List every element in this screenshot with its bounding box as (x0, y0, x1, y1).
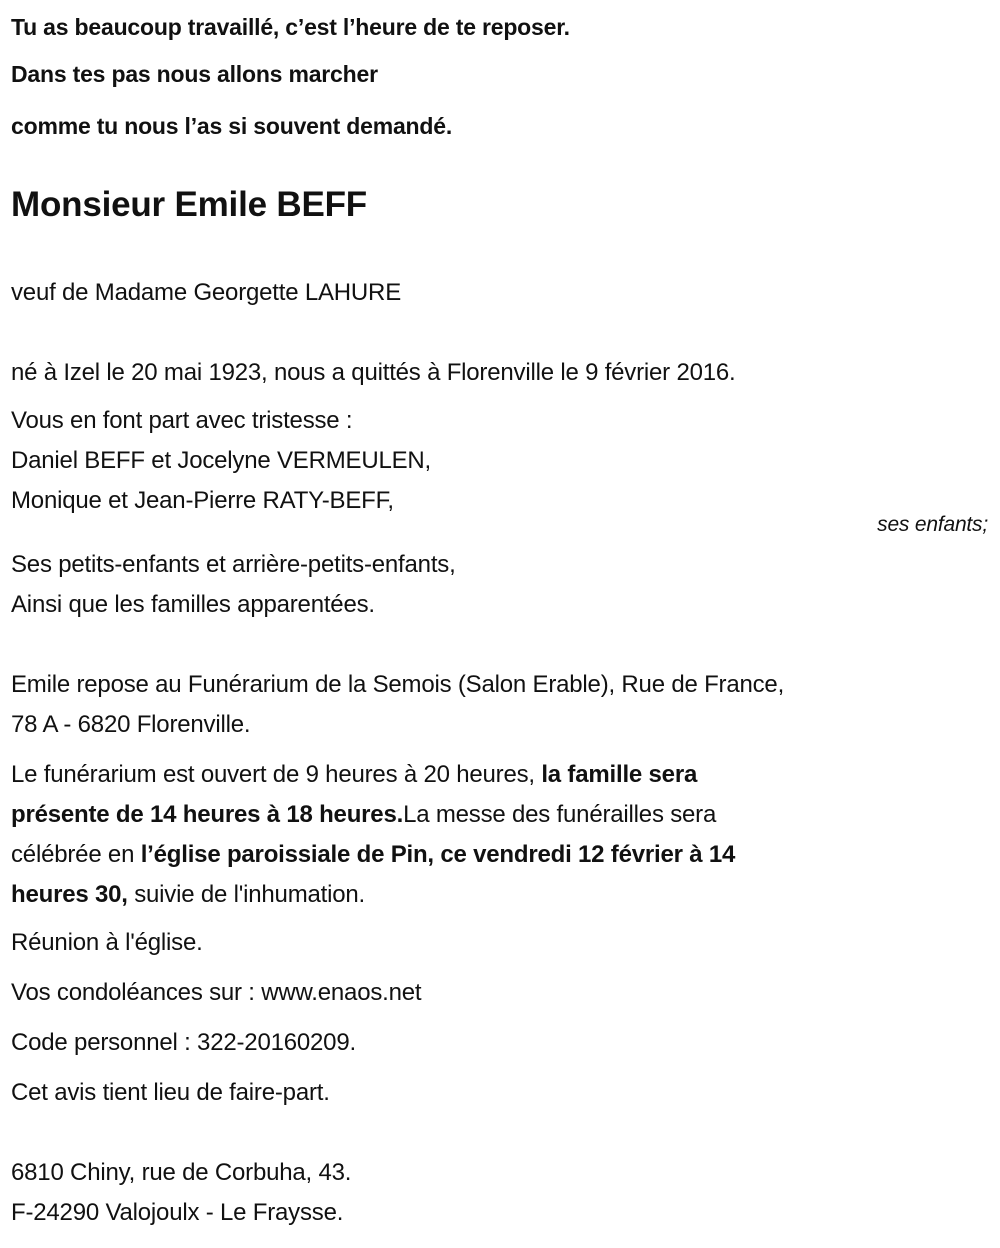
text: Le funérarium est ouvert de 9 heures à 20 heures, (11, 761, 542, 788)
birth-death-line: né à Izel le 20 mai 1923, nous a quittés à Florenville le 9 février 2016. (11, 359, 736, 386)
widower-line: veuf de Madame Georgette LAHURE (11, 279, 401, 306)
notice-line: Cet avis tient lieu de faire-part. (11, 1079, 330, 1106)
address: F-24290 Valojoulx - Le Fraysse. (11, 1199, 344, 1226)
deceased-name: Monsieur Emile BEFF (11, 185, 367, 224)
announcer: Daniel BEFF et Jocelyne VERMEULEN, (11, 447, 432, 474)
bold-text: la famille sera (541, 761, 698, 788)
poem-line: Tu as beaucoup travaillé, c’est l’heure de te reposer. (11, 14, 570, 40)
other-family: Ses petits-enfants et arrière-petits-enfants, (11, 551, 456, 578)
text: La messe des funérailles sera (403, 801, 717, 828)
rest-location: 78 A - 6820 Florenville. (11, 711, 251, 738)
funeral-info-line (11, 795, 716, 835)
address: 6810 Chiny, rue de Corbuha, 43. (11, 1159, 352, 1186)
text: suivie de l'inhumation. (127, 881, 366, 908)
funeral-info-line (11, 835, 735, 875)
poem-line: Dans tes pas nous allons marcher (11, 61, 378, 87)
poem-line: comme tu nous l’as si souvent demandé. (11, 113, 453, 139)
funeral-info-line (11, 755, 697, 795)
condolences-line: Vos condoléances sur : www.enaos.net (11, 979, 422, 1006)
bold-text: présente de 14 heures à 18 heures. (11, 801, 404, 828)
bold-text: l’église paroissiale de Pin, ce vendredi 12 février à 14 (140, 841, 736, 868)
text: célébrée en (11, 841, 141, 868)
rest-location: Emile repose au Funérarium de la Semois (Salon Erable), Rue de France, (11, 671, 785, 698)
announcers-intro: Vous en font part avec tristesse : (11, 407, 353, 434)
meeting-line: Réunion à l'église. (11, 929, 203, 956)
funeral-info-line (11, 875, 365, 915)
announcer-role: ses enfants; (877, 513, 988, 536)
personal-code: Code personnel : 322-20160209. (11, 1029, 356, 1056)
announcer: Monique et Jean-Pierre RATY-BEFF, (11, 487, 394, 514)
bold-text: heures 30, (11, 881, 128, 908)
other-family: Ainsi que les familles apparentées. (11, 591, 375, 618)
